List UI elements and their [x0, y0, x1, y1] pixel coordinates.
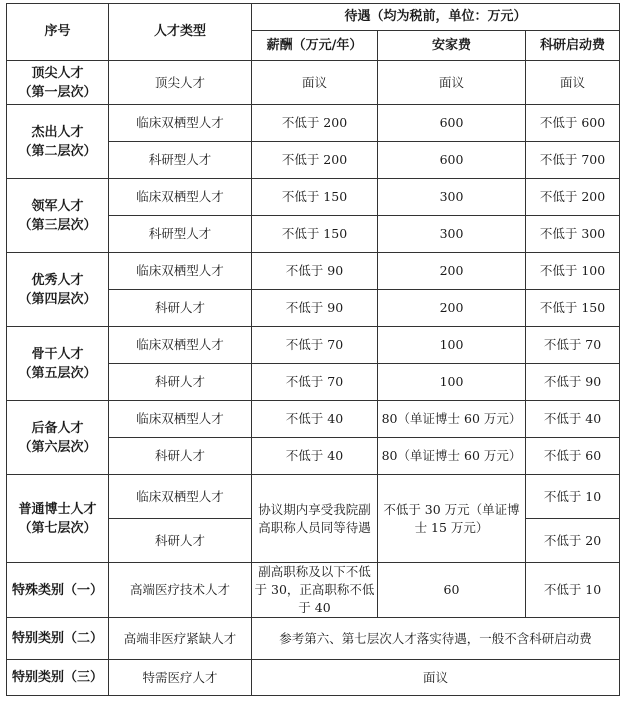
- research-cell: 不低于 600: [526, 105, 620, 142]
- table-row: [7, 179, 620, 216]
- category-cell: [7, 105, 109, 179]
- category-name: 骨干人才: [31, 346, 84, 362]
- talent-type-cell: 特需医疗人才: [109, 660, 252, 696]
- category-cell: 特殊类别（一）: [7, 563, 109, 618]
- salary-cell: 副高职称及以下不低于 30，正高职称不低于 40: [252, 563, 378, 618]
- talent-type-cell: 临床双栖型人才: [109, 475, 252, 519]
- category-cell: [7, 327, 109, 401]
- housing-cell: 80（单证博士 60 万元）: [378, 438, 526, 475]
- research-cell: 不低于 10: [526, 563, 620, 618]
- category-level: （第七层次）: [18, 520, 97, 536]
- talent-type-cell: 临床双栖型人才: [109, 327, 252, 364]
- category-level: （第五层次）: [18, 365, 97, 381]
- research-cell: 不低于 100: [526, 253, 620, 290]
- housing-cell: 100: [378, 364, 526, 401]
- housing-cell: 80（单证博士 60 万元）: [378, 401, 526, 438]
- housing-cell: 100: [378, 327, 526, 364]
- research-cell: 不低于 90: [526, 364, 620, 401]
- salary-cell: 不低于 40: [252, 401, 378, 438]
- salary-cell: 不低于 90: [252, 253, 378, 290]
- housing-cell: 面议: [378, 61, 526, 105]
- research-cell: 面议: [526, 61, 620, 105]
- salary-cell: 不低于 150: [252, 179, 378, 216]
- table-row: [7, 660, 620, 696]
- talent-type-cell: 科研人才: [109, 519, 252, 563]
- header-housing: 安家费: [378, 31, 526, 61]
- category-cell: 特别类别（二）: [7, 618, 109, 660]
- table-row: [7, 327, 620, 364]
- category-level: （第四层次）: [18, 291, 97, 307]
- table-row: [7, 61, 620, 105]
- salary-cell: 面议: [252, 61, 378, 105]
- category-cell: [7, 179, 109, 253]
- talent-type-cell: 高端非医疗紧缺人才: [109, 618, 252, 660]
- research-cell: 不低于 700: [526, 142, 620, 179]
- salary-cell: 协议期内享受我院副高职称人员同等待遇: [252, 475, 378, 563]
- table-row: [7, 253, 620, 290]
- salary-cell: 不低于 90: [252, 290, 378, 327]
- talent-type-cell: 科研人才: [109, 438, 252, 475]
- table-row: [7, 401, 620, 438]
- housing-cell: 60: [378, 563, 526, 618]
- table-row: [7, 618, 620, 660]
- category-name: 优秀人才: [31, 272, 84, 288]
- talent-type-cell: 科研人才: [109, 290, 252, 327]
- category-cell: [7, 253, 109, 327]
- category-cell: [7, 475, 109, 563]
- talent-type-cell: 临床双栖型人才: [109, 401, 252, 438]
- talent-type-cell: 科研型人才: [109, 216, 252, 253]
- benefits-table: [6, 3, 620, 696]
- category-level: （第一层次）: [18, 84, 97, 100]
- housing-cell: 600: [378, 105, 526, 142]
- category-name: 杰出人才: [31, 124, 84, 140]
- housing-cell: 200: [378, 253, 526, 290]
- research-cell: 不低于 20: [526, 519, 620, 563]
- category-cell: [7, 61, 109, 105]
- talent-type-cell: 顶尖人才: [109, 61, 252, 105]
- housing-cell: 不低于 30 万元（单证博士 15 万元）: [378, 475, 526, 563]
- category-level: （第三层次）: [18, 217, 97, 233]
- housing-cell: 600: [378, 142, 526, 179]
- research-cell: 不低于 70: [526, 327, 620, 364]
- research-cell: 不低于 200: [526, 179, 620, 216]
- category-cell: 特别类别（三）: [7, 660, 109, 696]
- talent-type-cell: 高端医疗技术人才: [109, 563, 252, 618]
- category-level: （第二层次）: [18, 143, 97, 159]
- research-cell: 不低于 40: [526, 401, 620, 438]
- salary-cell: 不低于 40: [252, 438, 378, 475]
- research-cell: 不低于 10: [526, 475, 620, 519]
- salary-cell: 不低于 150: [252, 216, 378, 253]
- header-research: 科研启动费: [526, 31, 620, 61]
- category-name: 顶尖人才: [31, 65, 84, 81]
- talent-type-cell: 科研型人才: [109, 142, 252, 179]
- header-row-1: [7, 4, 620, 31]
- category-name: 后备人才: [31, 420, 84, 436]
- header-index: 序号: [7, 4, 109, 61]
- research-cell: 不低于 60: [526, 438, 620, 475]
- table-row: [7, 563, 620, 618]
- salary-cell: 不低于 200: [252, 142, 378, 179]
- talent-type-cell: 科研人才: [109, 364, 252, 401]
- header-salary: 薪酬（万元/年）: [252, 31, 378, 61]
- housing-cell: 300: [378, 216, 526, 253]
- merged-benefits-cell: 参考第六、第七层次人才落实待遇，一般不含科研启动费: [252, 618, 620, 660]
- header-benefits: 待遇（均为税前，单位：万元）: [252, 4, 620, 31]
- housing-cell: 200: [378, 290, 526, 327]
- research-cell: 不低于 300: [526, 216, 620, 253]
- talent-type-cell: 临床双栖型人才: [109, 105, 252, 142]
- table-row: [7, 105, 620, 142]
- category-cell: [7, 401, 109, 475]
- category-name: 普通博士人才: [18, 501, 97, 517]
- talent-type-cell: 临床双栖型人才: [109, 179, 252, 216]
- salary-cell: 不低于 70: [252, 364, 378, 401]
- category-name: 领军人才: [31, 198, 84, 214]
- table-row: [7, 475, 620, 519]
- merged-benefits-cell: 面议: [252, 660, 620, 696]
- header-talent-type: 人才类型: [109, 4, 252, 61]
- housing-cell: 300: [378, 179, 526, 216]
- salary-cell: 不低于 70: [252, 327, 378, 364]
- category-level: （第六层次）: [18, 439, 97, 455]
- salary-cell: 不低于 200: [252, 105, 378, 142]
- talent-type-cell: 临床双栖型人才: [109, 253, 252, 290]
- research-cell: 不低于 150: [526, 290, 620, 327]
